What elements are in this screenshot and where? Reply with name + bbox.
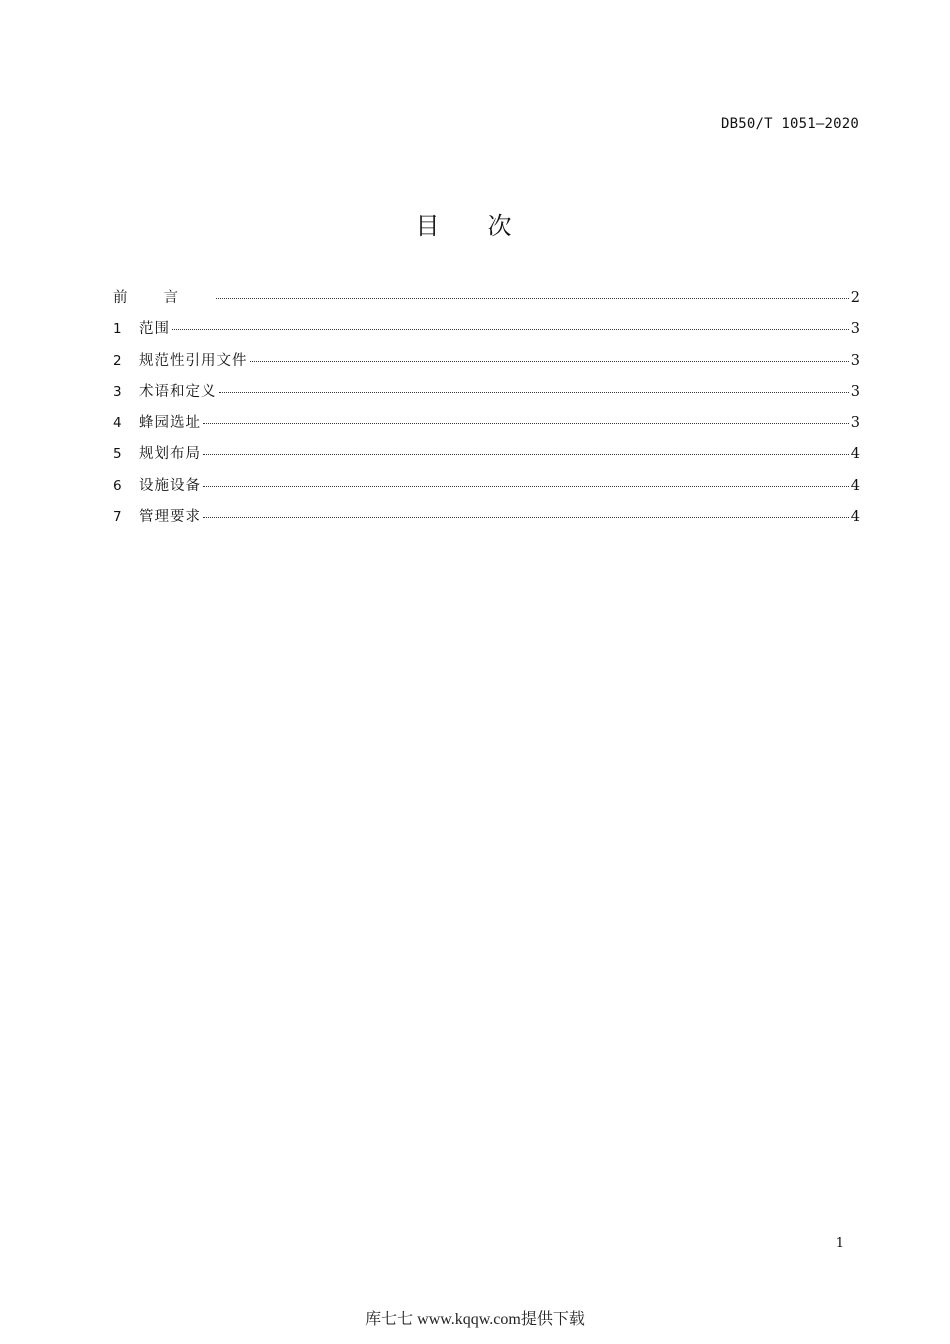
toc-entry-page: 4 [850,509,860,526]
toc-dot-leader [203,422,849,424]
toc-dot-leader [203,453,849,455]
toc-entry-title: 设施设备 [139,477,201,494]
toc-dot-leader [219,391,849,393]
toc-entry-number: 3 [113,383,122,400]
toc-dot-leader [250,360,849,362]
toc-entry-number: 5 [113,446,122,463]
toc-dot-leader [216,297,849,299]
toc-entry-title: 规范性引用文件 [139,352,248,369]
toc-entry-title: 范围 [139,321,170,338]
toc-entry-page: 4 [850,446,860,463]
toc-entry-number: 2 [113,352,122,369]
toc-entry-facilities-equipment[interactable] [113,474,860,505]
toc-entry-title: 术语和定义 [139,383,217,400]
toc-entry-number: 1 [113,321,122,338]
toc-entry-scope[interactable] [113,317,860,348]
toc-entry-page: 4 [850,477,860,494]
toc-dot-leader [203,485,849,487]
page-number: 1 [835,1236,844,1251]
toc-entry-page: 3 [850,352,860,369]
toc-entry-title: 管理要求 [139,509,201,526]
table-of-contents [113,286,860,536]
toc-entry-page: 2 [850,290,860,306]
toc-entry-planning-layout[interactable] [113,442,860,473]
toc-entry-page: 3 [850,415,860,432]
toc-entry-management-requirements[interactable] [113,505,860,536]
toc-entry-page: 3 [850,321,860,338]
toc-entry-site-selection[interactable] [113,411,860,442]
toc-entry-title: 蜂园选址 [139,415,201,432]
toc-dot-leader [172,328,849,330]
page-title: 目次 [415,212,560,240]
toc-entry-page: 3 [850,383,860,400]
footer-watermark: 库七七 www.kqqw.com提供下载 [365,1311,585,1328]
toc-entry-number: 4 [113,415,122,432]
toc-dot-leader [203,516,849,518]
toc-entry-number: 7 [113,509,122,526]
toc-entry-foreword[interactable] [113,286,860,317]
toc-entry-title: 前言 [113,290,214,306]
toc-entry-title: 规划布局 [139,446,201,463]
toc-entry-terms-definitions[interactable] [113,380,860,411]
toc-entry-normative-references[interactable] [113,349,860,380]
document-code: DB50/T 1051—2020 [720,116,859,132]
toc-entry-number: 6 [113,477,122,494]
